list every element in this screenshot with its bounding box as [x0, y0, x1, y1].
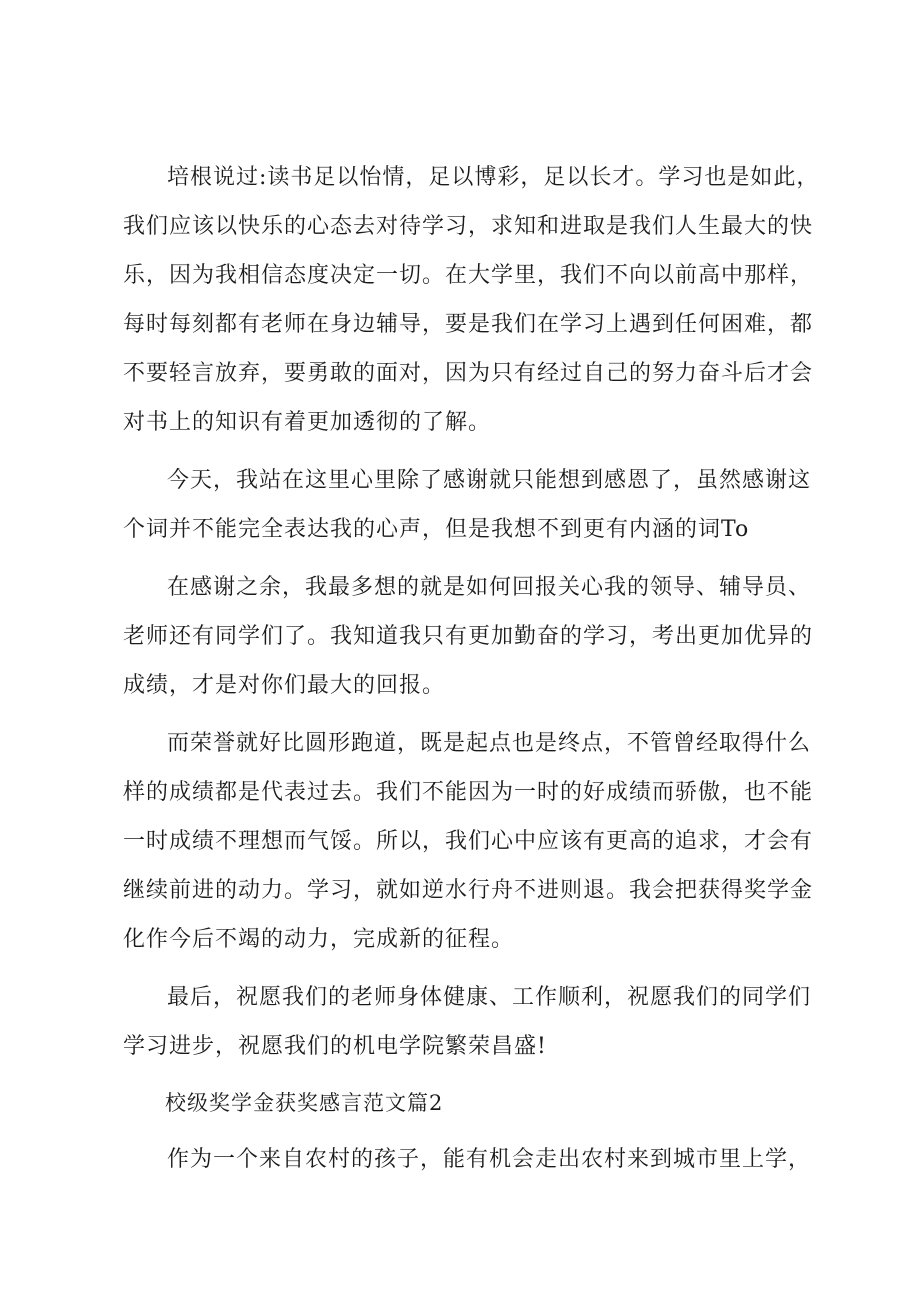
paragraph-gratitude: 今天，我站在这里心里除了感谢就只能想到感恩了，虽然感谢这个词并不能完全表达我的心声，但是我想不到更有内涵的词To [123, 468, 812, 542]
paragraph-honor: 而荣誉就好比圆形跑道，既是起点也是终点，不管曾经取得什么样的成绩都是代表过去。我们不能因为一时的好成绩而骄傲，也不能一时成绩不理想而气馁。所以，我们心中应该有更高的追求，才会有继续前进的动力。学习，就如逆水行舟不进则退。我会把获得奖学金化作今后不竭的动力，完成新的征程。 [123, 731, 814, 952]
paragraph-next-essay: 作为一个来自农村的孩子，能有机会走出农村来到城市里上学， [167, 1147, 812, 1172]
paragraph-repay: 在感谢之余，我最多想的就是如何回报关心我的领导、辅导员、老师还有同学们了。我知道我只有更加勤奋的学习，考出更加优异的成绩，才是对你们最大的回报。 [123, 575, 814, 698]
section-heading: 校级奖学金获奖感言范文篇2 [165, 1091, 444, 1115]
paragraph-reading-quote: 培根说过:读书足以怡情，足以博彩，足以长才。学习也是如此，我们应该以快乐的心态去对待学习，求知和进取是我们人生最大的快乐，因为我相信态度决定一切。在大学里，我们不向以前高中那样，每时每刻都有老师在身边辅导，要是我们在学习上遇到任何困难，都不要轻言放弃，要勇敢的面对，因为只有经过自己的努力奋斗后才会对书上的知识有着更加透彻的了解。 [123, 165, 820, 435]
document-body [123, 153, 823, 1193]
paragraph-wishes: 最后，祝愿我们的老师身体健康、工作顺利，祝愿我们的同学们学习进步，祝愿我们的机电学院繁荣昌盛! [123, 985, 812, 1059]
